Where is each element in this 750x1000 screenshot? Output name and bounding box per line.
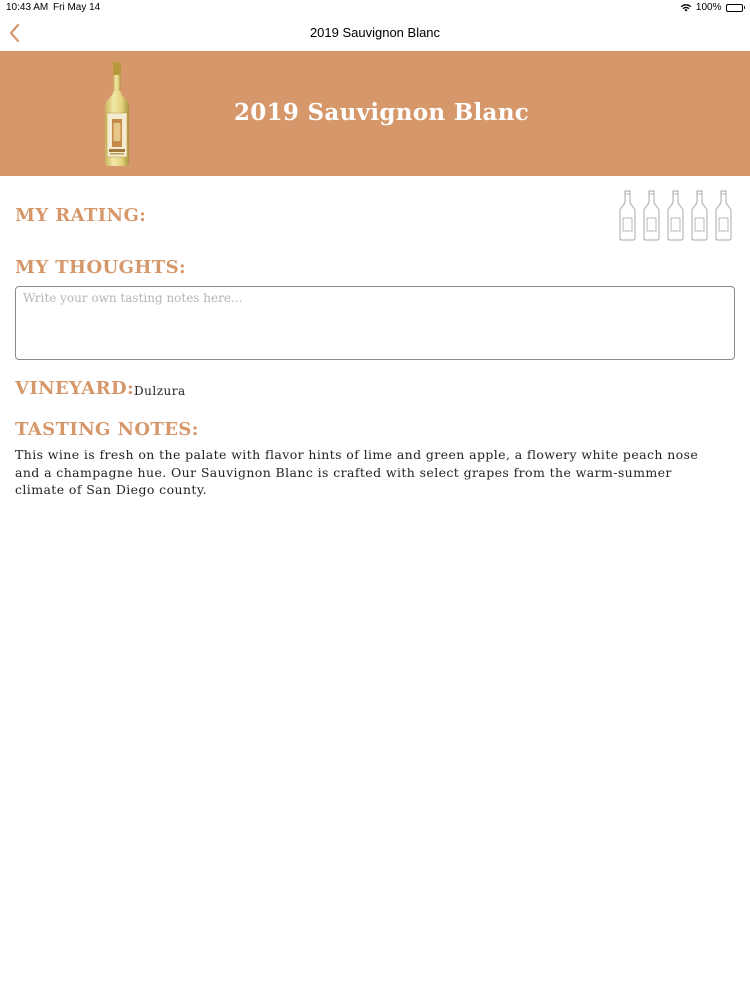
wine-bottle-outline-icon — [619, 190, 636, 241]
rating-heading: MY RATING: — [15, 205, 147, 226]
battery-icon — [726, 4, 746, 12]
nav-title: 2019 Sauvignon Blanc — [309, 25, 441, 40]
tasting-notes-text: This wine is fresh on the palate with flavor hints of lime and green apple, a flowery white peach nose and a champagne hue. Our Sauvignon Blanc is crafted with select grapes from the warm-summer climate of San Diego county. — [15, 447, 699, 497]
wine-banner — [0, 51, 750, 176]
wine-bottle-outline-icon — [691, 190, 708, 241]
wine-bottle-outline-icon — [715, 190, 732, 241]
vineyard-heading: VINEYARD: — [15, 378, 135, 399]
status-bar — [0, 0, 750, 16]
rating-bottle-1[interactable] — [619, 190, 636, 241]
status-date: Fri May 14 — [53, 2, 101, 13]
tasting-notes-heading: TASTING NOTES: — [15, 419, 199, 440]
wine-bottle-outline-icon — [667, 190, 684, 241]
rating-control — [619, 190, 732, 241]
battery-percent: 100% — [695, 2, 722, 13]
wine-bottle-image — [100, 61, 134, 167]
wifi-icon — [680, 3, 692, 12]
rating-bottle-5[interactable] — [715, 190, 732, 241]
status-time: 10:43 AM — [6, 2, 49, 13]
rating-bottle-3[interactable] — [667, 190, 684, 241]
vineyard-value: Dulzura — [134, 384, 186, 398]
tasting-notes-input[interactable] — [15, 286, 735, 360]
navigation-bar — [0, 16, 750, 51]
status-indicators — [680, 2, 745, 13]
rating-bottle-2[interactable] — [643, 190, 660, 241]
banner-title: 2019 Sauvignon Blanc — [234, 99, 530, 126]
thoughts-heading: MY THOUGHTS: — [15, 257, 187, 278]
wine-bottle-outline-icon — [643, 190, 660, 241]
rating-bottle-4[interactable] — [691, 190, 708, 241]
